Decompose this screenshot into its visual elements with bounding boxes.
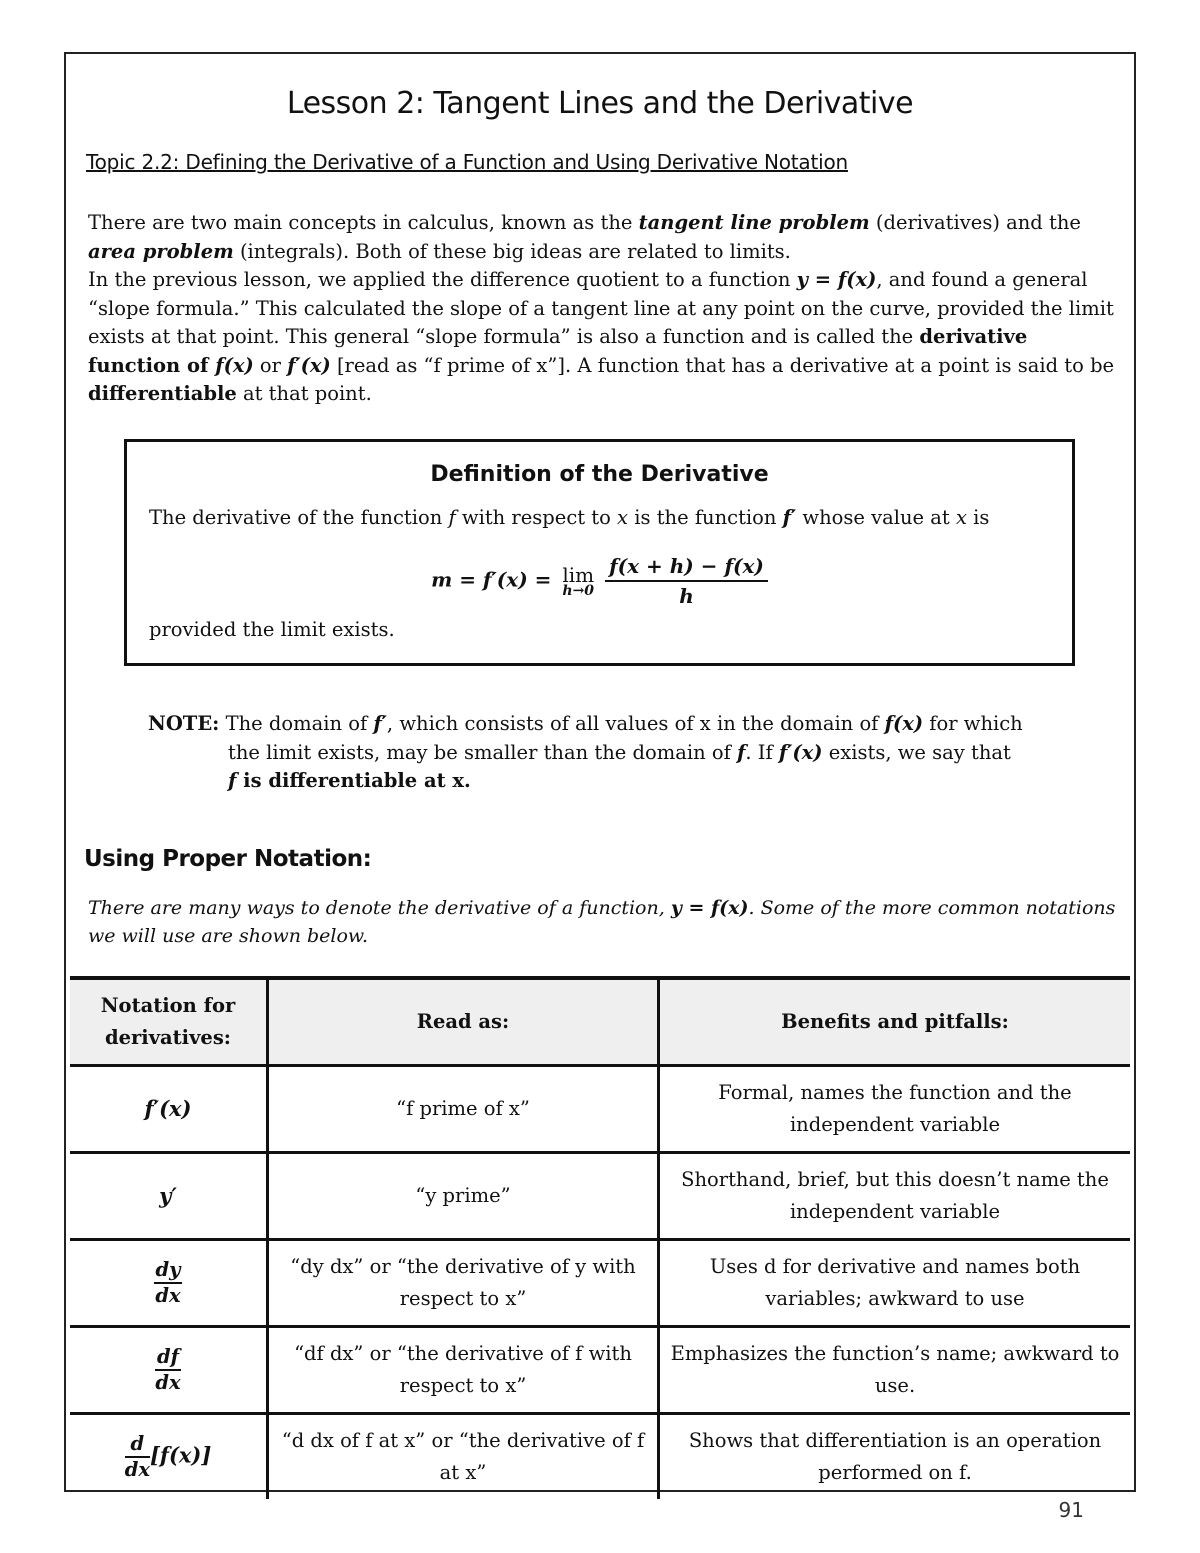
- table-row: [70, 1414, 1130, 1500]
- header-read-as: Read as:: [268, 978, 659, 1066]
- note-line-3: f is differentiable at x.: [228, 769, 471, 792]
- formula-lhs: m = f′(x) =: [431, 567, 559, 592]
- notation-benefit: Emphasizes the function’s name; awkward to use.: [659, 1327, 1131, 1414]
- derivative-formula: [127, 554, 1072, 608]
- notation-intro: There are many ways to denote the derivative of a function, y = f(x). Some of the more common notations we will use are shown below.: [88, 897, 1116, 947]
- notation-read: “dy dx” or “the derivative of y with respect to x”: [268, 1240, 659, 1327]
- note-block: NOTE: The domain of f′, which consists of all values of x in the domain of f(x) for which the limit exists, may be smaller than the domain of f. If f′(x) exists, we say that f is differentiable at x.: [148, 710, 1108, 796]
- note-label: NOTE:: [148, 712, 220, 735]
- table-row: [70, 1240, 1130, 1327]
- table-row: [70, 1066, 1130, 1153]
- intro-paragraph-1: There are two main concepts in calculus, known as the tangent line problem (derivatives) and the area problem (integrals). Both of these big ideas are related to limits.: [88, 211, 1081, 263]
- notation-symbol: $\frac{d}{dx}$ [f(x)]: [70, 1414, 268, 1500]
- area-problem-term: area problem: [88, 239, 234, 263]
- notation-benefit: Uses d for derivative and names both variables; awkward to use: [659, 1240, 1131, 1327]
- notation-benefit: Formal, names the function and the independent variable: [659, 1066, 1131, 1153]
- notation-symbol: $\frac{dy}{dx}$: [70, 1240, 268, 1327]
- table-header-row: [70, 978, 1130, 1066]
- notation-read: “y prime”: [268, 1153, 659, 1240]
- notation-benefit: Shows that differentiation is an operation performed on f.: [659, 1414, 1131, 1500]
- notation-heading: Using Proper Notation:: [84, 846, 372, 872]
- definition-title: Definition of the Derivative: [430, 462, 769, 487]
- table-row: [70, 1327, 1130, 1414]
- topic-heading: Topic 2.2: Defining the Derivative of a Function and Using Derivative Notation: [86, 150, 848, 174]
- notation-table: [70, 976, 1130, 1499]
- lesson-title: Lesson 2: Tangent Lines and the Derivative: [286, 86, 914, 121]
- notation-symbol: $\frac{df}{dx}$: [70, 1327, 268, 1414]
- definition-box: [124, 439, 1075, 666]
- notation-read: “f prime of x”: [268, 1066, 659, 1153]
- header-notation: Notation for derivatives:: [70, 978, 268, 1066]
- difference-quotient: $\frac{f(x + h) - f(x)}{h}$: [605, 554, 768, 608]
- table-row: [70, 1153, 1130, 1240]
- page-number: 91: [1058, 1498, 1084, 1522]
- definition-statement: The derivative of the function f with respect to x is the function f′ whose value at x is: [149, 506, 990, 529]
- notation-benefit: Shorthand, brief, but this doesn’t name the independent variable: [659, 1153, 1131, 1240]
- intro-paragraph-2: In the previous lesson, we applied the difference quotient to a function y = f(x), and found a general “slope formula.” This calculated the slope of a tangent line at any point on the curve, provided the limit exists at that point. This general “slope formula” is also a function and is called the derivative function of f(x) or f′(x) [read as “f prime of x”]. A function that has a derivative at a point is said to be differentiable at that point.: [88, 268, 1115, 405]
- notation-read: “d dx of f at x” or “the derivative of f at x”: [268, 1414, 659, 1500]
- notation-symbol: y′: [70, 1153, 268, 1240]
- intro-text: [88, 209, 1118, 409]
- notation-symbol: f′(x): [70, 1066, 268, 1153]
- definition-condition: provided the limit exists.: [149, 618, 395, 641]
- limit-operator: lim h→0: [562, 563, 595, 599]
- note-line-2: the limit exists, may be smaller than the domain of f. If f′(x) exists, we say that: [228, 740, 1011, 764]
- header-benefits: Benefits and pitfalls:: [659, 978, 1131, 1066]
- tangent-line-term: tangent line problem: [638, 211, 870, 234]
- notation-read: “df dx” or “the derivative of f with respect to x”: [268, 1327, 659, 1414]
